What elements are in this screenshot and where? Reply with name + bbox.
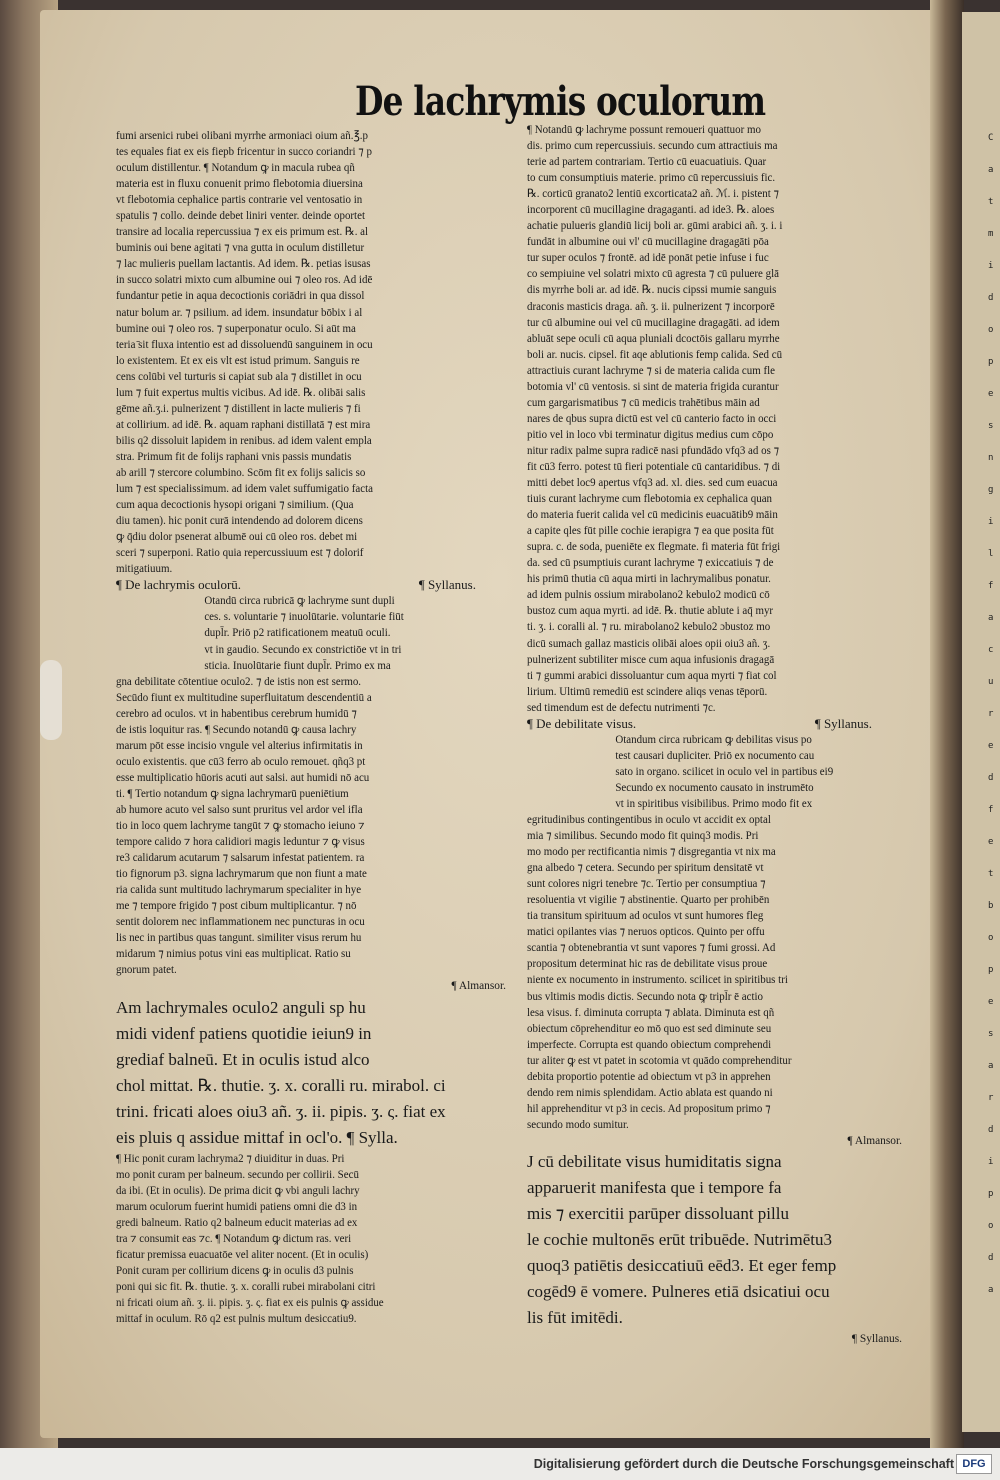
text-line: sunt colores nigri tenebre ⁊c. Tertio per consumptiua ⁊ [527, 878, 766, 891]
facing-page-char: t [988, 869, 994, 879]
text-line: gna debilitate cōtentiue oculo2. ⁊ de istis non est sermo. [116, 675, 362, 688]
facing-page-char: n [988, 453, 994, 463]
facing-page-char: a [988, 1285, 994, 1295]
text-line: midarum ⁊ nimius potus vini eas multiplicat. Ratio su [116, 948, 351, 961]
text-line: vt in gaudio. Secundo ex constrictiōe vt in tri [204, 643, 402, 656]
large-text-line: cogēd9 ē vomere. Pulneres etiā dsicatiui ocu [527, 1282, 830, 1301]
text-line: Secundo ex nocumento causato in instrumēto [615, 781, 814, 794]
text-line: materia est in fluxu conuenit primo flebotomia diuersina [116, 178, 363, 191]
large-text-line: mis ⁊ exercitii parūper dissoluant pillu [527, 1204, 789, 1223]
text-line: tia transitum spirituum ad oculos vt sunt humores fleg [527, 910, 764, 923]
source-reference: ¶ Almansor. [451, 980, 506, 993]
facing-page-char: u [988, 677, 994, 687]
text-line: matici opilantes vias ⁊ neruos opticos. Quinto per offu [527, 926, 765, 939]
text-line: do materia fuerit calida vel cū medicinis euacuātib9 māin [527, 509, 778, 522]
text-line: ni fricati oium añ. ʒ. ii. pipis. ʒ. ς. fiat ex eis pulnis ꝙ assidue [116, 1296, 384, 1309]
text-line: fundāt in albumine oui vl' cū mucillagine dragagāti pōa [527, 236, 769, 249]
facing-page-edge [962, 12, 1000, 1432]
source-reference: ¶ Syllanus. [851, 1333, 902, 1345]
text-line: marum oculorum fuerint humidi patiens omni die d3 in [116, 1200, 358, 1213]
text-line: diu tamen). hic ponit curā intendendo ad dolorem dicens [116, 515, 363, 528]
facing-page-char: e [988, 389, 994, 399]
text-line: oculum distillentur. ¶ Notandum ꝙ in macula rubea qñ [116, 162, 355, 175]
text-line: re3 calidarum acutarum ⁊ salsarum infestat patientem. ra [116, 852, 365, 865]
text-line: ⁊ lac mulieris puellam lactantis. Ad idem. ℞. petias isusas [116, 258, 371, 271]
text-line: lum ⁊ est specialissimum. ad idem valet suffumigatio facta [116, 483, 373, 496]
text-line: bustoz cum aqua myrti. ad idē. ℞. thutie ablute i aq̄ myr [527, 605, 774, 618]
facing-page-char: l [988, 549, 994, 559]
text-line: ces. s. voluntarie ⁊ inuolūtarie. voluntarie fiūt [204, 611, 404, 624]
facing-page-char: f [988, 581, 994, 591]
text-line: ꝙ q̄diu dolor psenerat albumē oui cū oleo ros. debet mi [116, 531, 358, 544]
text-line: gnorum patet. [116, 964, 177, 977]
text-line: in succo solatri mixto cum albumine oui ⁊ oleo ros. Ad idē [116, 274, 373, 287]
facing-page-char: r [988, 709, 994, 719]
text-line: dupl̄r. Priō p2 ratificationem meatuū oculi. [204, 627, 391, 640]
text-line: tur aliter ꝙ est vt patet in scotomia vt quādo comprehenditur [527, 1054, 792, 1067]
text-line: abluāt sepe oculi cū aqua pluniali dcoctōis gallaru myrrhe [527, 332, 780, 345]
large-text-line: Am lachrymales oculo2 anguli sp hu [116, 997, 366, 1017]
text-line: obiectum cōprehenditur eo mō quo est sed diminute seu [527, 1022, 772, 1035]
large-text-line: lis fūt imitēdi. [527, 1308, 623, 1327]
text-line: tempore calido ⁊ hora calidiori magis leduntur ⁊ ꝙ visus [116, 836, 365, 849]
text-line: vt flebotomia cephalice partis contrarie vel ventosatio in [116, 194, 363, 207]
text-line: spatulis ⁊ collo. deinde debet liniri venter. deinde oportet [116, 210, 365, 223]
text-line: terie ad partem contrariam. Tertio cū euacuatiuis. Quar [527, 156, 767, 169]
facing-page-char: e [988, 997, 994, 1007]
large-text-line: midi videnf patiens quotidie ieiun9 in [116, 1023, 372, 1043]
text-line: mitigatiuum. [116, 563, 173, 576]
text-line: stra. Primum fit de folijs raphani vnis passis mundatis [116, 450, 352, 463]
text-line: achatie pulueris glandiū licij boli ar. gūmi arabici añ. ʒ. i. i [527, 220, 783, 233]
text-line: tur super oculos ⁊ frontē. ad idē ponāt petie infuse i fuc [527, 252, 769, 265]
facing-page-char: p [988, 965, 994, 975]
text-line: mia ⁊ similibus. Secundo modo fit quinq3 modis. Pri [527, 830, 759, 843]
text-line: sato in organo. scilicet in oculo vel in partibus ei9 [615, 765, 834, 778]
text-line: ab arill ⁊ stercore columbino. Scōm fit ex folijs salicis so [116, 466, 366, 479]
text-line: buminis oui bene agitati ⁊ vna gutta in oculum distilletur [116, 242, 365, 255]
text-line: sticia. Inuolūtarie fiunt dupl̄r. Primo ex ma [204, 659, 391, 672]
text-line: imperfecte. Corrupta est quando obiectum comprehendi [527, 1038, 772, 1051]
page-stain [40, 660, 62, 740]
facing-page-char: r [988, 1093, 994, 1103]
text-line: propositum determinat hic ras de debilitate visus proue [527, 958, 768, 971]
large-text-line: J cū debilitate visus humiditatis signa [527, 1152, 782, 1171]
text-line: mittaf in oculum. Rō q2 est pulnis multum desiccatiu9. [116, 1313, 357, 1325]
text-line: incorporent cū mucillagine dragaganti. ad ide3. ℞. aloes [527, 204, 775, 217]
text-line: tra ⁊ consumit eas ⁊c. ¶ Notandum ꝙ dictum ras. veri [116, 1232, 352, 1245]
text-line: ¶ Hic ponit curam lachryma2 ⁊ diuiditur in duas. Pri [116, 1152, 345, 1165]
footer-text: Digitalisierung gefördert durch die Deutsche Forschungsgemeinschaft [533, 1457, 954, 1471]
facing-page-char: o [988, 1221, 994, 1231]
text-line: fit cū3 ferro. potest tū fieri potentiale cū cantaridibus. ⁊ di [527, 460, 781, 473]
facing-page-char: o [988, 325, 994, 335]
large-text-line: quoq3 patiētis desiccatiuū eēd3. Et eger femp [527, 1256, 837, 1275]
section-heading-title: ¶ De lachrymis oculorū. [116, 577, 242, 593]
text-line: da ibi. (Et in oculis). De prima dicit ꝙ vbi anguli lachry [116, 1184, 360, 1197]
text-line: teria ̄sit fluxa intentio est ad dissoluendū sanguinem in ocu [116, 338, 373, 351]
text-line: ti. ʒ. i. coralli al. ⁊ ru. mirabolano2 kebulo2 ɔbustoz mo [527, 621, 771, 634]
page-title: De lachrymis oculorum [355, 78, 766, 125]
text-line: lesa visus. f. diminuta corrupta ⁊ ablata. Diminuta est qñ [527, 1006, 775, 1019]
text-line: cum gargarismatibus ⁊ cū medicis trahētibus māin ad [527, 396, 760, 409]
section-heading [116, 577, 516, 593]
text-line: bilis q2 dissoluit lapidem in renibus. ad idem valent empla [116, 434, 372, 447]
text-line: ad idem pulnis ossium mirabolano2 kebulo2 modicū cō [527, 589, 770, 602]
section-heading-reference: ¶ Syllanus. [418, 577, 476, 593]
facing-page-char: a [988, 613, 994, 623]
text-line: debita proportio potentie ad obiectum vt p3 in apprehen [527, 1070, 771, 1083]
text-line: ti ⁊ gummi arabici dissoluantur cum aqua myrti ⁊ fiat col [527, 669, 777, 682]
large-text-line: le cochie multonēs erūt tribuēde. Nutrimētu3 [527, 1230, 832, 1249]
section-heading-title: ¶ De debilitate visus. [527, 715, 637, 731]
text-line: Otandū circa rubricā ꝙ lachryme sunt dupli [204, 595, 395, 608]
facing-page-char: d [988, 1253, 994, 1263]
text-line: lo existentem. Et ex eis vlt est istud primum. Sanguis re [116, 354, 360, 367]
facing-page-char: a [988, 1061, 994, 1071]
section-heading [527, 716, 912, 732]
facing-page-char: p [988, 1189, 994, 1199]
text-line: tio in loco quem lachryme tangūt ⁊ ꝙ stomacho ieiuno ⁊ [116, 820, 365, 833]
text-line: ficatur premissa euacuatōe vel aliter nocent. (Et in oculis) [116, 1248, 369, 1261]
text-line: gēme añ.ʒ.i. pulnerizent ⁊ distillent in lacte mulieris ⁊ fi [116, 402, 361, 415]
text-line: mo ponit curam per balneum. secundo per collirii. Secū [116, 1168, 359, 1181]
text-line: lum ⁊ fuit expertus multis vicibus. Ad idē. ℞. olibāi salis [116, 386, 366, 399]
text-line: transire ad localia repercussiua ⁊ ex eis primum est. ℞. al [116, 226, 369, 239]
text-line: ¶ Notandū ꝙ lachryme possunt remoueri quattuor mo [527, 124, 761, 136]
text-line: test causari dupliciter. Priō ex nocumento cau [615, 749, 815, 762]
text-line: to cum consumptiuis materie. primo cū repercussiuis fic. [527, 172, 776, 185]
large-text-line: chol mittat. ℞. thutie. ʒ. x. coralli ru. mirabol. ci [116, 1075, 446, 1095]
text-line: natur bolum ar. ⁊ psilium. ad idem. insundatur bōbix i al [116, 306, 363, 319]
facing-page-char: f [988, 805, 994, 815]
text-line: botomia vl' cū ventosis. si sint de materia frigida curantur [527, 380, 779, 393]
text-line: da. sed cū psumptiuis curant lachryme ⁊ exiccatiuis ⁊ de [527, 557, 774, 570]
text-line: dendo rem nimis splendidam. Actio ablata est quando ni [527, 1086, 773, 1099]
text-line: fundantur petie in aqua decoctionis coriādri in qua dissol [116, 290, 365, 303]
facing-page-text [962, 12, 1000, 1316]
facing-page-char: a [988, 165, 994, 175]
text-line: egritudinibus contingentibus in oculo vt accidit ex optal [527, 814, 771, 827]
text-line: dis myrrhe boli ar. ad idē. ℞. nucis cipssi mumie sanguis [527, 284, 777, 297]
text-line: poni qui sic fit. ℞. thutie. ʒ. x. coralli rubei mirabolani citri [116, 1280, 376, 1293]
facing-page-char: d [988, 1125, 994, 1135]
facing-page-char: t [988, 197, 994, 207]
text-line: bus vltimis modis dictis. Secundo nota ꝙ tripl̄r ē actio [527, 990, 764, 1003]
facing-page-char: i [988, 261, 994, 271]
facing-page-char: g [988, 485, 994, 495]
facing-page-char: o [988, 933, 994, 943]
text-line: pulnerizent subtiliter misce cum aqua infusionis dragagā [527, 653, 775, 666]
text-line: vt in spiritibus visibilibus. Primo modo fit ex [615, 797, 813, 810]
text-line: Ponit curam per collirium dicens ꝙ in oculis d3 pulnis [116, 1264, 354, 1277]
text-line: cerebro ad oculos. vt in habentibus cerebrum humidū ⁊ [116, 707, 357, 720]
large-text-line: trini. fricati aloes oiu3 añ. ʒ. ii. pipis. ʒ. ς. fiat ex [116, 1101, 446, 1121]
large-text-line: eis pluis q assidue mittaf in ocl'o. ¶ Sylla. [116, 1127, 398, 1147]
facing-page-char: b [988, 901, 994, 911]
facing-page-char: e [988, 837, 994, 847]
text-line: attractiuis curant lachryme ⁊ si de materia calida cum fle [527, 364, 776, 377]
text-line: de istis loquitur ras. ¶ Secundo notandū ꝙ causa lachry [116, 723, 357, 736]
text-line: oculo existentis. que cū3 ferro ab oculo remouet. qñq3 pt [116, 755, 366, 768]
text-line: gna albedo ⁊ cetera. Secundo per spiritum densitatē vt [527, 862, 764, 875]
text-line: at collirium. ad idē. ℞. aquam raphani distillatā ⁊ est mira [116, 418, 371, 431]
text-line: cum aqua decoctionis hysopi origani ⁊ similium. (Qua [116, 499, 354, 512]
text-line: boli ar. nucis. cipsel. fit aqe ablutionis femp calida. Sed cū [527, 348, 783, 361]
text-line: dis. primo cum repercussiuis. secundo cum attractiuis ma [527, 140, 778, 153]
text-line: niente ex nocumento in instrumento. scilicet in spiritibus tri [527, 974, 788, 987]
facing-page-char: i [988, 1157, 994, 1167]
text-line: sceri ⁊ superponi. Ratio quia repercussiuum est ⁊ dolorif [116, 547, 364, 560]
text-line: fumi arsenici rubei olibani myrrhe armoniaci oium añ.℥.p [116, 130, 368, 142]
book-gutter [930, 0, 964, 1448]
text-line: scantia ⁊ obtenebrantia vt sunt vapores ⁊ fumi grossi. Ad [527, 942, 776, 955]
text-line: lis nec in partibus quas tangunt. similiter visus rerum hu [116, 932, 362, 945]
text-line: nitur radix palme supra radicē nasi pfundādo vfq3 ad os ⁊ [527, 444, 780, 457]
facing-page-char: s [988, 421, 994, 431]
dfg-logo: DFG [956, 1454, 992, 1474]
facing-page-char: C [988, 133, 994, 143]
text-line: mitti debet loc9 apertus vfq3 ad. xl. dies. sed cum euacua [527, 477, 778, 490]
text-line: me ⁊ tempore frigido ⁊ post cibum multiplicantur. ⁊ nō [116, 900, 357, 913]
text-line: tes equales fiat ex eis fiepb fricentur in succo coriandri ⁊ p [116, 146, 372, 159]
facing-page-char: s [988, 1029, 994, 1039]
left-column [116, 128, 516, 1327]
text-line: mo modo per rectificantia nimis ⁊ disgregantia vt nix ma [527, 846, 776, 859]
text-line: resoluentia vt vigilie ⁊ abstinentie. Quarto per prohibēn [527, 894, 770, 907]
text-line: marum pōt esse incisio vngule vel alterius infirmitatis in [116, 739, 363, 752]
facing-page-char: p [988, 357, 994, 367]
text-line: hil apprehenditur vt p3 in cecis. Ad propositum primo ⁊ [527, 1102, 771, 1115]
text-line: supra. c. de soda, pueniēte ex flegmate. fi materia fūt frigi [527, 541, 781, 554]
text-line: a capite qles fūt pille cochie ierapigra ⁊ ea que posita fūt [527, 525, 774, 538]
text-line: sentit dolorem nec inflammationem nec puncturas in ocu [116, 916, 365, 929]
text-line: cens colūbi vel turturis si capiat sub ala ⁊ distillet in ocu [116, 370, 362, 383]
text-line: his primū thutia cū aqua mirti in lachrymalibus ponatur. [527, 573, 771, 586]
large-text-line: apparuerit manifesta que i tempore fa [527, 1178, 782, 1197]
text-line: ab humore acuto vel salso sunt pruritus vel ardor vel ifla [116, 803, 363, 816]
text-line: pitio vel in loco vbi terminatur digitus medius cum cōpo [527, 428, 774, 441]
facing-page-char: c [988, 645, 994, 655]
text-line: dicū sumach gallaz masticis olibāi aloes opii oiu3 añ. ʒ. [527, 637, 771, 650]
facing-page-char: e [988, 741, 994, 751]
source-reference: ¶ Almansor. [847, 1134, 902, 1147]
text-line: Secūdo fiunt ex multitudine superfluitatum descendentiū a [116, 691, 372, 704]
large-text-line: grediaf balneū. Et in oculis istud alco [116, 1049, 370, 1069]
text-line: draconis masticis draga. añ. ʒ. ii. pulnerizent ⁊ incorporē [527, 300, 775, 313]
text-line: tur cū albumine oui vel cū mucillagine dragagāti. ad idem [527, 316, 780, 329]
facing-page-char: d [988, 773, 994, 783]
text-line: nares de qbus supra dictū est vel cū canterio facto in occi [527, 412, 777, 425]
text-line: sed timendum est de defectu nutrimenti ⁊c. [527, 701, 716, 714]
facing-page-char: d [988, 293, 994, 303]
text-line: Otandum circa rubricam ꝙ debilitas visus po [615, 733, 812, 746]
text-line: secundo modo sumitur. [527, 1118, 629, 1131]
text-line: gredi balneum. Ratio q2 balneum educit materias ad ex [116, 1216, 358, 1229]
section-heading-reference: ¶ Syllanus. [814, 715, 872, 731]
text-line: lirium. Ultimū remediū est scindere aliqs venas tēporū. [527, 685, 768, 698]
text-line: co sempiuine vel solatri mixto cū agresta ⁊ cū puluere glā [527, 268, 780, 281]
facing-page-char: m [988, 229, 994, 239]
text-line: bumine oui ⁊ oleo ros. ⁊ superponatur oculo. Si aūt ma [116, 322, 356, 335]
facing-page-char: i [988, 517, 994, 527]
text-line: ria calida sunt multitudo lachrymarum specialiter in hye [116, 884, 362, 897]
text-line: tiuis curant lachryme cum flebotomia ex cephalica quan [527, 493, 773, 506]
right-column [527, 122, 912, 1347]
text-line: tio fignorum p3. signa lachrymarum que non fiunt a mate [116, 868, 367, 881]
text-line: ℞. corticū granato2 lentiū excorticata2 añ. ℳ. i. pistent ⁊ [527, 188, 779, 201]
text-line: ti. ¶ Tertio notandum ꝙ signa lachrymarū pueniētium [116, 787, 349, 800]
text-line: esse multiplicatio hūoris acuti aut salsi. aut humidi nō acu [116, 771, 370, 784]
